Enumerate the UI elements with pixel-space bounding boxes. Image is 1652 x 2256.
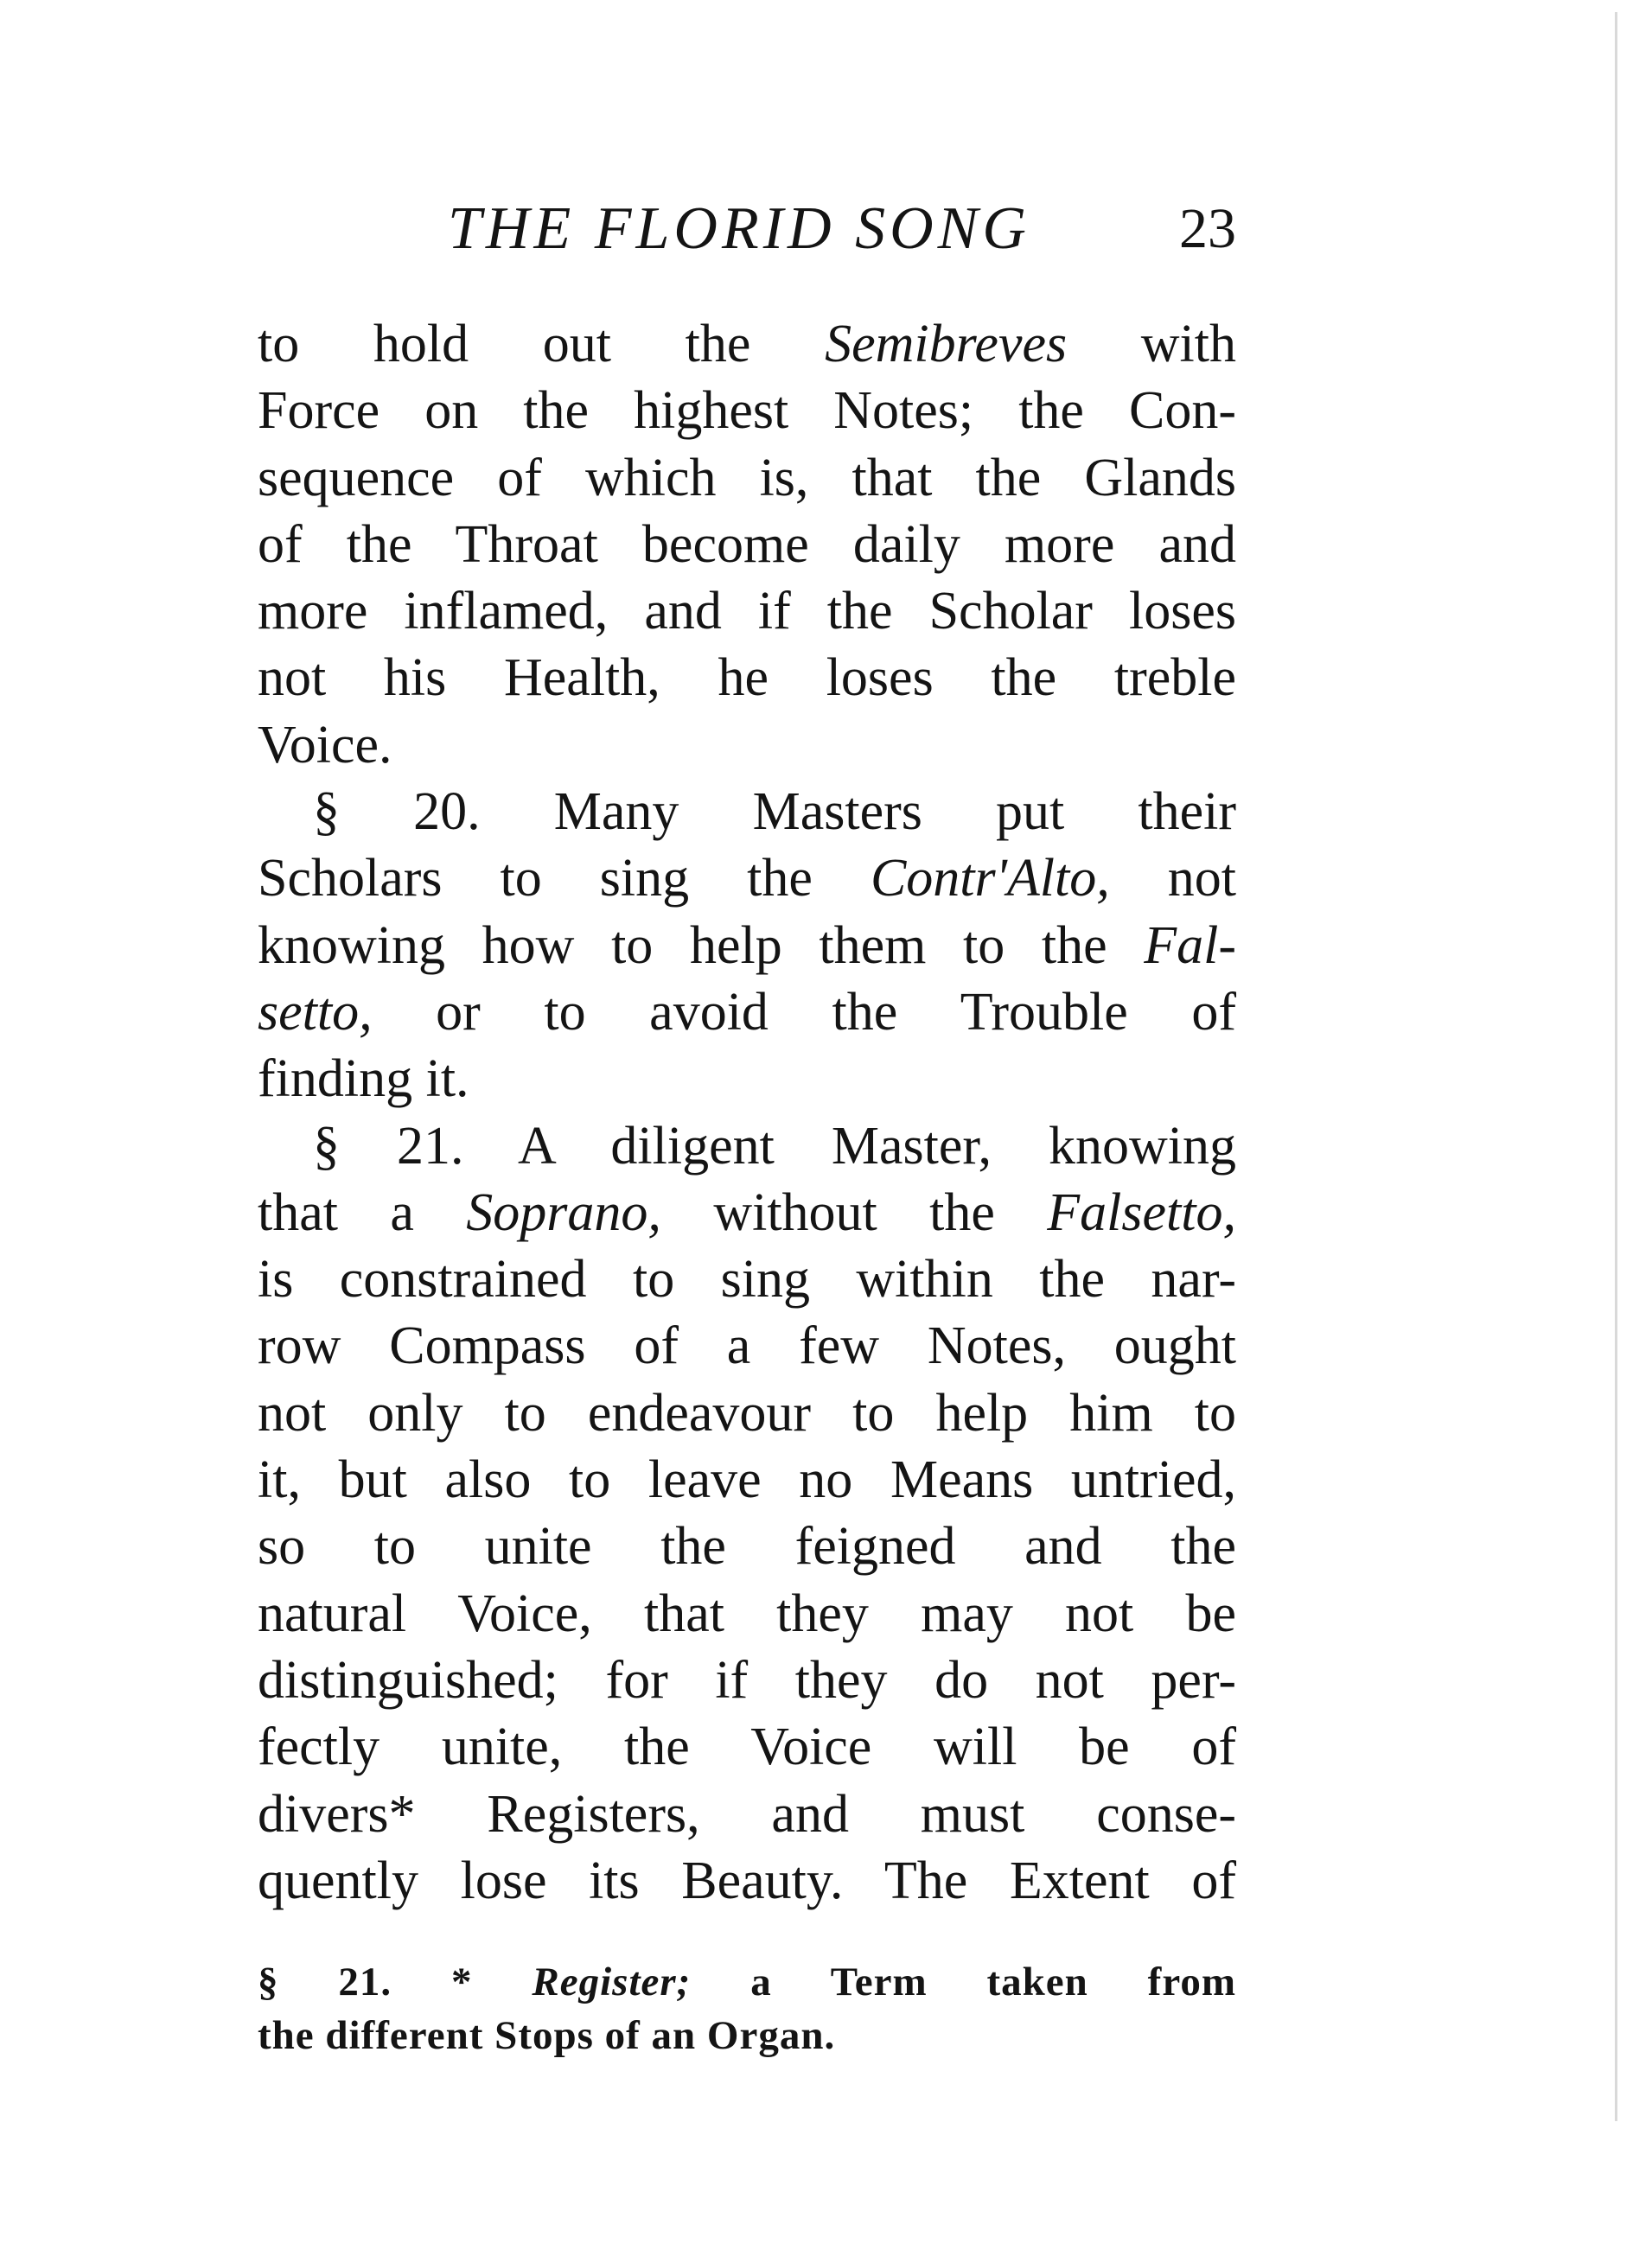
text-line [258,311,1236,378]
text-line: row Compass of a few Notes, ought [258,1316,1236,1376]
text-run: a Term taken from [691,1960,1236,2004]
text-line: divers* Registers, and must conse- [258,1784,1236,1844]
section-20-start: § 20. Many Masters put their [313,782,1236,842]
text-run: not [1109,849,1237,908]
text-run: or to avoid the Trouble of [372,982,1236,1042]
italic-term: Register; [532,1960,692,2004]
text-line: more inflamed, and if the Scholar loses [258,582,1236,641]
section-21-start: § 21. A diligent Master, knowing [313,1116,1236,1176]
italic-term: Contr'Alto, [870,849,1110,908]
italic-term: Falsetto, [1047,1182,1236,1242]
italic-term: Semibreves [825,315,1068,373]
text-run: Scholars to sing the [258,849,871,908]
page-number: 23 [1179,197,1236,260]
text-line [258,1180,1236,1246]
text-line: so to unite the feigned and the [258,1517,1236,1577]
italic-term: Fal- [1144,915,1236,975]
text-line: is constrained to sing within the nar- [258,1250,1236,1310]
text-line: quently lose its Beauty. The Extent of [258,1851,1236,1910]
footnote [258,1955,1236,2062]
text-line [258,979,1236,1046]
text-line: fectly unite, the Voice will be of [258,1717,1236,1777]
running-title: THE FLORID SONG [448,195,1030,262]
footnote-line: the different Stops of an Organ. [258,2013,836,2058]
text-run: § 21. * [258,1960,533,2004]
text-line: it, but also to leave no Means untried, [258,1450,1236,1510]
italic-term: setto, [258,982,373,1042]
text-line [258,845,1236,912]
footnote-line [258,1955,1236,2009]
page-header [259,186,1236,272]
text-line: not only to endeavour to help him to [258,1383,1236,1443]
text-run: to hold out the [258,315,826,373]
text-run: that a [258,1182,467,1242]
paragraph-end-line: finding it. [258,1049,469,1109]
body-text [258,311,1236,1915]
text-run: knowing how to help them to the [258,915,1145,975]
page-edge-line [1615,12,1617,2121]
text-run: with [1067,315,1236,373]
paragraph-end-line: Voice. [258,715,392,774]
text-line: sequence of which is, that the Glands [258,448,1236,507]
text-line: Force on the highest Notes; the Con- [258,381,1236,441]
text-line: distinguished; for if they do not per- [258,1650,1236,1710]
text-line: of the Throat become daily more and [258,514,1236,574]
text-line [258,913,1236,979]
text-run: without the [660,1182,1048,1242]
text-line: natural Voice, that they may not be [258,1584,1236,1643]
text-line: not his Health, he loses the treble [258,648,1236,708]
italic-term: Soprano, [466,1182,661,1242]
